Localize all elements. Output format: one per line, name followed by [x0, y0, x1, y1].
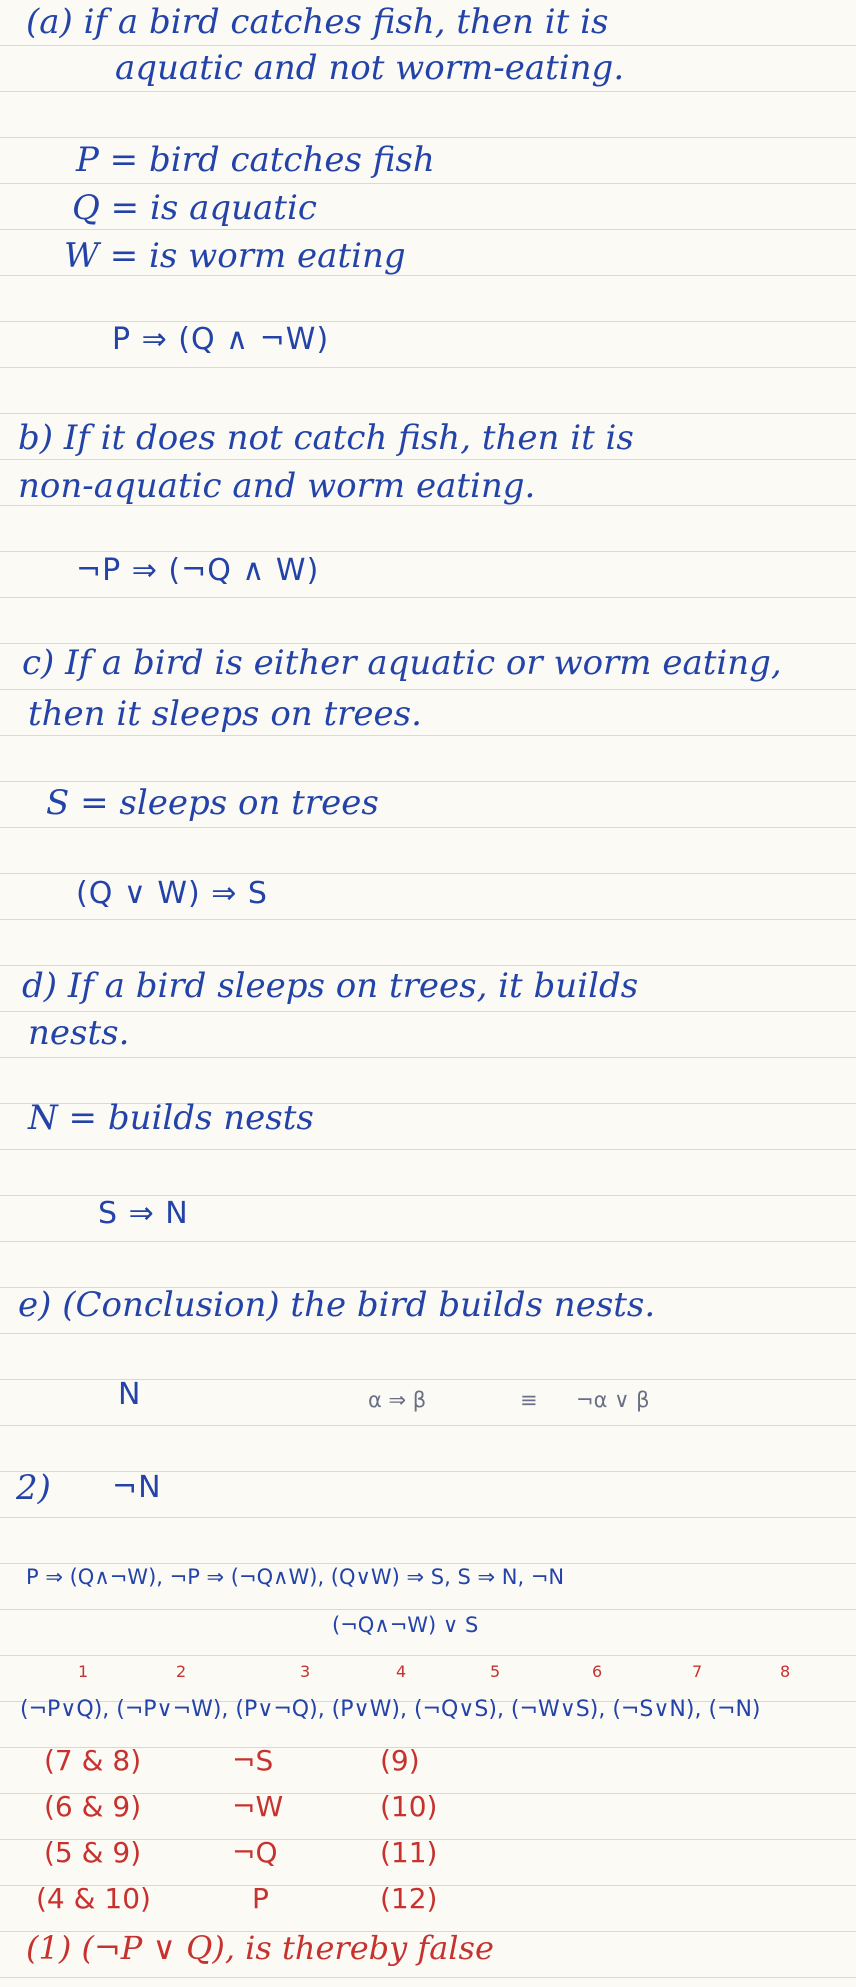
identity-equiv: ≡: [520, 1388, 538, 1412]
clause-list: (¬P∨Q), (¬P∨¬W), (P∨¬Q), (P∨W), (¬Q∨S), (¬W∨S), (¬S∨N), (¬N): [20, 1697, 761, 1722]
step-3-pair: (5 & 9): [44, 1836, 142, 1869]
definition-n: N = builds nests: [28, 1098, 314, 1138]
part-2-label: 2): [16, 1468, 51, 1508]
conclusion-n: N: [118, 1377, 142, 1412]
definition-w: W = is worm eating: [64, 236, 406, 276]
definition-q: Q = is aquatic: [72, 188, 317, 228]
step-1-pair: (7 & 8): [44, 1744, 142, 1777]
step-1-result: ¬S: [232, 1744, 274, 1777]
part-e-line-1: e) (Conclusion) the bird builds nests.: [18, 1285, 656, 1325]
identity-lhs: α ⇒ β: [368, 1388, 427, 1412]
step-3-index: (11): [380, 1836, 438, 1869]
rewrite-expression: (¬Q∧¬W) ∨ S: [332, 1613, 479, 1637]
part-b-line-2: non-aquatic and worm eating.: [18, 466, 536, 506]
step-4-index: (12): [380, 1882, 438, 1915]
step-2-index: (10): [380, 1790, 438, 1823]
clause-number-7: 7: [692, 1662, 703, 1681]
step-4-result: P: [252, 1882, 269, 1915]
step-1-index: (9): [380, 1744, 420, 1777]
final-conclusion: (1) (¬P ∨ Q), is thereby false: [26, 1929, 494, 1967]
step-2-pair: (6 & 9): [44, 1790, 142, 1823]
formula-d: S ⇒ N: [98, 1196, 189, 1231]
part-d-line-1: d) If a bird sleeps on trees, it builds: [22, 966, 639, 1006]
formula-c: (Q ∨ W) ⇒ S: [76, 876, 268, 911]
negated-conclusion: ¬N: [112, 1470, 162, 1505]
clause-number-3: 3: [300, 1662, 311, 1681]
clause-number-8: 8: [780, 1662, 791, 1681]
definition-s: S = sleeps on trees: [46, 783, 379, 823]
formula-a: P ⇒ (Q ∧ ¬W): [112, 322, 330, 357]
step-3-result: ¬Q: [232, 1836, 278, 1869]
part-d-line-2: nests.: [28, 1013, 130, 1053]
step-2-result: ¬W: [232, 1790, 284, 1823]
clause-number-5: 5: [490, 1662, 501, 1681]
formula-b: ¬P ⇒ (¬Q ∧ W): [76, 553, 320, 588]
part-a-line-2: aquatic and not worm-eating.: [115, 48, 625, 88]
part-b-line-1: b) If it does not catch fish, then it is: [18, 418, 634, 458]
definition-p: P = bird catches fish: [76, 140, 435, 180]
clause-number-1: 1: [78, 1662, 89, 1681]
identity-rhs: ¬α ∨ β: [576, 1388, 650, 1412]
part-a-line-1: (a) if a bird catches fish, then it is: [26, 2, 609, 42]
clause-number-6: 6: [592, 1662, 603, 1681]
premises-list: P ⇒ (Q∧¬W), ¬P ⇒ (¬Q∧W), (Q∨W) ⇒ S, S ⇒ N, ¬N: [26, 1565, 565, 1589]
clause-number-4: 4: [396, 1662, 407, 1681]
clause-number-2: 2: [176, 1662, 187, 1681]
part-c-line-1: c) If a bird is either aquatic or worm eating,: [22, 643, 782, 683]
part-c-line-2: then it sleeps on trees.: [28, 694, 422, 734]
step-4-pair: (4 & 10): [36, 1882, 151, 1915]
